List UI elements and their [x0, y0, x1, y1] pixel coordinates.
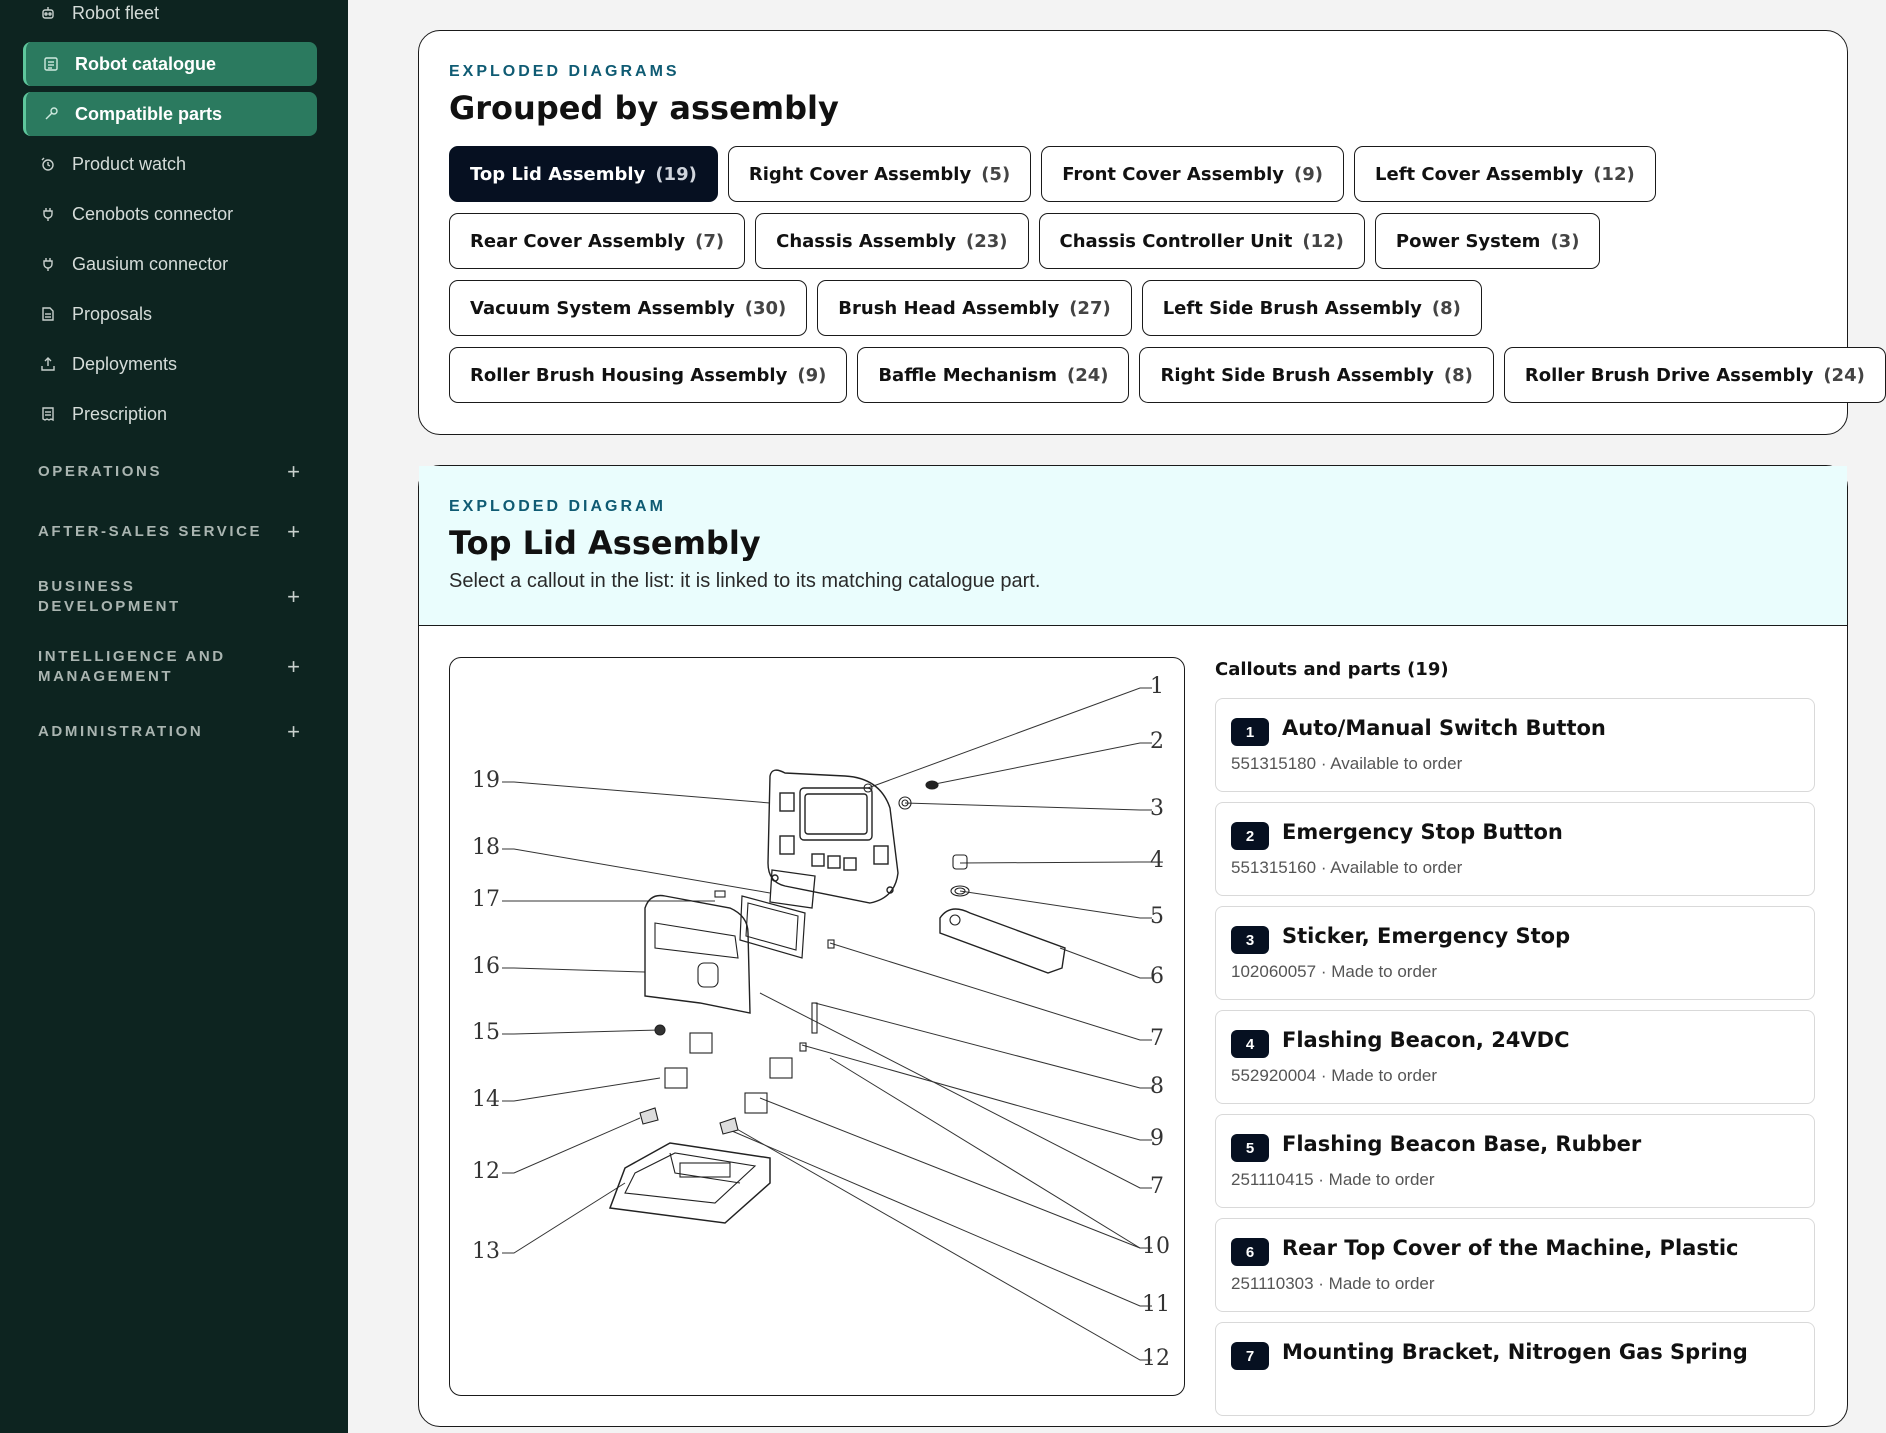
- sidebar-item-label: Product watch: [72, 153, 187, 174]
- list-item[interactable]: [1215, 802, 1815, 896]
- assembly-tab-chassis[interactable]: Chassis Assembly (23): [755, 213, 1028, 269]
- eyebrow: EXPLODED DIAGRAM: [449, 498, 666, 515]
- list-item[interactable]: [1215, 1218, 1815, 1312]
- callout-marker-8[interactable]: 8: [1150, 1074, 1164, 1099]
- callout-marker-17[interactable]: 17: [472, 887, 500, 912]
- diagram-header: [419, 466, 1847, 626]
- plug-icon: [40, 206, 56, 222]
- diagram-subtitle: Select a callout in the list: it is linked to its matching catalogue part.: [449, 570, 1041, 592]
- exploded-diagram: [449, 657, 1185, 1396]
- assembly-row: [449, 213, 1600, 269]
- sidebar-item-deployments[interactable]: [23, 342, 317, 386]
- assembly-tab-rear-cover[interactable]: Rear Cover Assembly (7): [449, 213, 745, 269]
- receipt-icon: [40, 406, 56, 422]
- sidebar-section-after-sales[interactable]: AFTER-SALES SERVICE +: [38, 519, 300, 544]
- assembly-row: [449, 146, 1656, 202]
- sidebar-item-robot-catalogue[interactable]: [23, 42, 317, 86]
- sidebar-item-product-watch[interactable]: [23, 142, 317, 186]
- assembly-tab-brush-head[interactable]: Brush Head Assembly (27): [817, 280, 1131, 336]
- callout-marker-16[interactable]: 16: [472, 954, 500, 979]
- list-item[interactable]: [1215, 906, 1815, 1000]
- callout-marker-2[interactable]: 2: [1150, 729, 1164, 754]
- plus-icon: +: [287, 459, 300, 484]
- assembly-tab-roller-brush-drive[interactable]: Roller Brush Drive Assembly (24): [1504, 347, 1886, 403]
- part-meta: 552920004 · Made to order: [1231, 1066, 1438, 1085]
- callout-marker-12b[interactable]: 12: [472, 1159, 500, 1184]
- assembly-tab-left-cover[interactable]: Left Cover Assembly (12): [1354, 146, 1656, 202]
- watch-icon: [40, 156, 56, 172]
- part-name: Mounting Bracket, Nitrogen Gas Spring: [1282, 1340, 1748, 1364]
- callout-number: 1: [1231, 718, 1269, 746]
- callout-marker-13[interactable]: 13: [472, 1239, 500, 1264]
- callout-marker-14[interactable]: 14: [472, 1087, 500, 1112]
- sidebar-item-cenobots-connector[interactable]: [23, 192, 317, 236]
- sidebar-item-label: Compatible parts: [75, 103, 223, 124]
- callout-marker-9[interactable]: 9: [1150, 1126, 1164, 1151]
- sidebar-item-gausium-connector[interactable]: [23, 242, 317, 286]
- callout-number: 5: [1231, 1134, 1269, 1162]
- callout-marker-7b[interactable]: 7: [1150, 1174, 1164, 1199]
- list-item[interactable]: [1215, 1114, 1815, 1208]
- diagram-labels: [450, 658, 1186, 1397]
- sidebar-item-compatible-parts[interactable]: [23, 92, 317, 136]
- sidebar-item-label: Robot fleet: [72, 2, 160, 23]
- callout-marker-4[interactable]: 4: [1150, 848, 1164, 873]
- sidebar-item-prescription[interactable]: [23, 392, 317, 436]
- part-name: Emergency Stop Button: [1282, 820, 1563, 844]
- plus-icon: +: [287, 719, 300, 744]
- sidebar-section-administration[interactable]: ADMINISTRATION +: [38, 719, 300, 744]
- sidebar: [0, 0, 348, 1433]
- sidebar-item-proposals[interactable]: [23, 292, 317, 336]
- callout-marker-18[interactable]: 18: [472, 835, 500, 860]
- callout-marker-3[interactable]: 3: [1150, 796, 1164, 821]
- catalogue-icon: [43, 56, 59, 72]
- callout-list[interactable]: [1215, 698, 1815, 1378]
- callout-number: 6: [1231, 1238, 1269, 1266]
- list-item[interactable]: [1215, 1322, 1815, 1416]
- assembly-tab-baffle-mechanism[interactable]: Baffle Mechanism (24): [857, 347, 1129, 403]
- eyebrow: EXPLODED DIAGRAMS: [449, 63, 680, 80]
- plus-icon: +: [287, 584, 300, 609]
- part-name: Auto/Manual Switch Button: [1282, 716, 1606, 740]
- callout-marker-15[interactable]: 15: [472, 1020, 500, 1045]
- sidebar-item-robot-fleet[interactable]: [23, 0, 317, 35]
- assembly-tab-power-system[interactable]: Power System (3): [1375, 213, 1601, 269]
- part-meta: 551315180 · Available to order: [1231, 754, 1463, 773]
- callout-marker-11[interactable]: 11: [1142, 1292, 1170, 1317]
- sidebar-item-label: Deployments: [72, 353, 178, 374]
- sidebar-item-label: Cenobots connector: [72, 203, 234, 224]
- plus-icon: +: [287, 519, 300, 544]
- assembly-tab-right-cover[interactable]: Right Cover Assembly (5): [728, 146, 1031, 202]
- callout-number: 7: [1231, 1342, 1269, 1370]
- sidebar-item-label: Robot catalogue: [75, 53, 217, 74]
- part-name: Rear Top Cover of the Machine, Plastic: [1282, 1236, 1739, 1260]
- callout-marker-7[interactable]: 7: [1150, 1026, 1164, 1051]
- part-name: Flashing Beacon, 24VDC: [1282, 1028, 1570, 1052]
- robot-icon: [40, 5, 56, 21]
- sidebar-item-label: Gausium connector: [72, 253, 229, 274]
- upload-icon: [40, 356, 56, 372]
- assembly-tab-left-side-brush[interactable]: Left Side Brush Assembly (8): [1142, 280, 1482, 336]
- callout-marker-12[interactable]: 12: [1142, 1346, 1170, 1371]
- document-icon: [40, 306, 56, 322]
- callout-marker-6[interactable]: 6: [1150, 964, 1164, 989]
- wrench-icon: [43, 106, 59, 122]
- callout-number: 4: [1231, 1030, 1269, 1058]
- assembly-tab-top-lid[interactable]: Top Lid Assembly (19): [449, 146, 718, 202]
- sidebar-item-label: Proposals: [72, 303, 153, 324]
- assembly-tab-vacuum-system[interactable]: Vacuum System Assembly (30): [449, 280, 807, 336]
- sidebar-section-business-development[interactable]: BUSINESS DEVELOPMENT +: [38, 578, 300, 615]
- section-title: Grouped by assembly: [449, 89, 839, 127]
- part-meta: 251110415 · Made to order: [1231, 1170, 1435, 1189]
- list-item[interactable]: [1215, 1010, 1815, 1104]
- plug-icon: [40, 256, 56, 272]
- diagram-title: Top Lid Assembly: [449, 524, 761, 562]
- callout-list-title: Callouts and parts (19): [1215, 659, 1449, 680]
- assembly-row: [449, 347, 1886, 403]
- assembly-row: [449, 280, 1482, 336]
- callout-number: 3: [1231, 926, 1269, 954]
- callout-marker-1[interactable]: 1: [1150, 674, 1164, 699]
- callout-marker-10[interactable]: 10: [1142, 1234, 1170, 1259]
- assembly-tab-chassis-controller[interactable]: Chassis Controller Unit (12): [1039, 213, 1365, 269]
- callout-number: 2: [1231, 822, 1269, 850]
- list-item[interactable]: [1215, 698, 1815, 792]
- callout-marker-19[interactable]: 19: [472, 768, 500, 793]
- part-name: Sticker, Emergency Stop: [1282, 924, 1571, 948]
- part-name: Flashing Beacon Base, Rubber: [1282, 1132, 1642, 1156]
- sidebar-section-operations[interactable]: OPERATIONS +: [38, 459, 300, 484]
- exploded-diagram-card: [418, 465, 1848, 1427]
- assembly-tab-front-cover[interactable]: Front Cover Assembly (9): [1041, 146, 1344, 202]
- callout-marker-5[interactable]: 5: [1150, 904, 1164, 929]
- assembly-tab-right-side-brush[interactable]: Right Side Brush Assembly (8): [1139, 347, 1493, 403]
- plus-icon: +: [287, 654, 300, 679]
- part-meta: 551315160 · Available to order: [1231, 858, 1463, 877]
- assembly-tab-roller-brush-housing[interactable]: Roller Brush Housing Assembly (9): [449, 347, 847, 403]
- sidebar-section-intelligence[interactable]: INTELLIGENCE AND MANAGEMENT +: [38, 648, 300, 685]
- assembly-groups-card: [418, 30, 1865, 435]
- part-meta: 102060057 · Made to order: [1231, 962, 1438, 981]
- sidebar-item-label: Prescription: [72, 403, 168, 424]
- part-meta: 251110303 · Made to order: [1231, 1274, 1435, 1293]
